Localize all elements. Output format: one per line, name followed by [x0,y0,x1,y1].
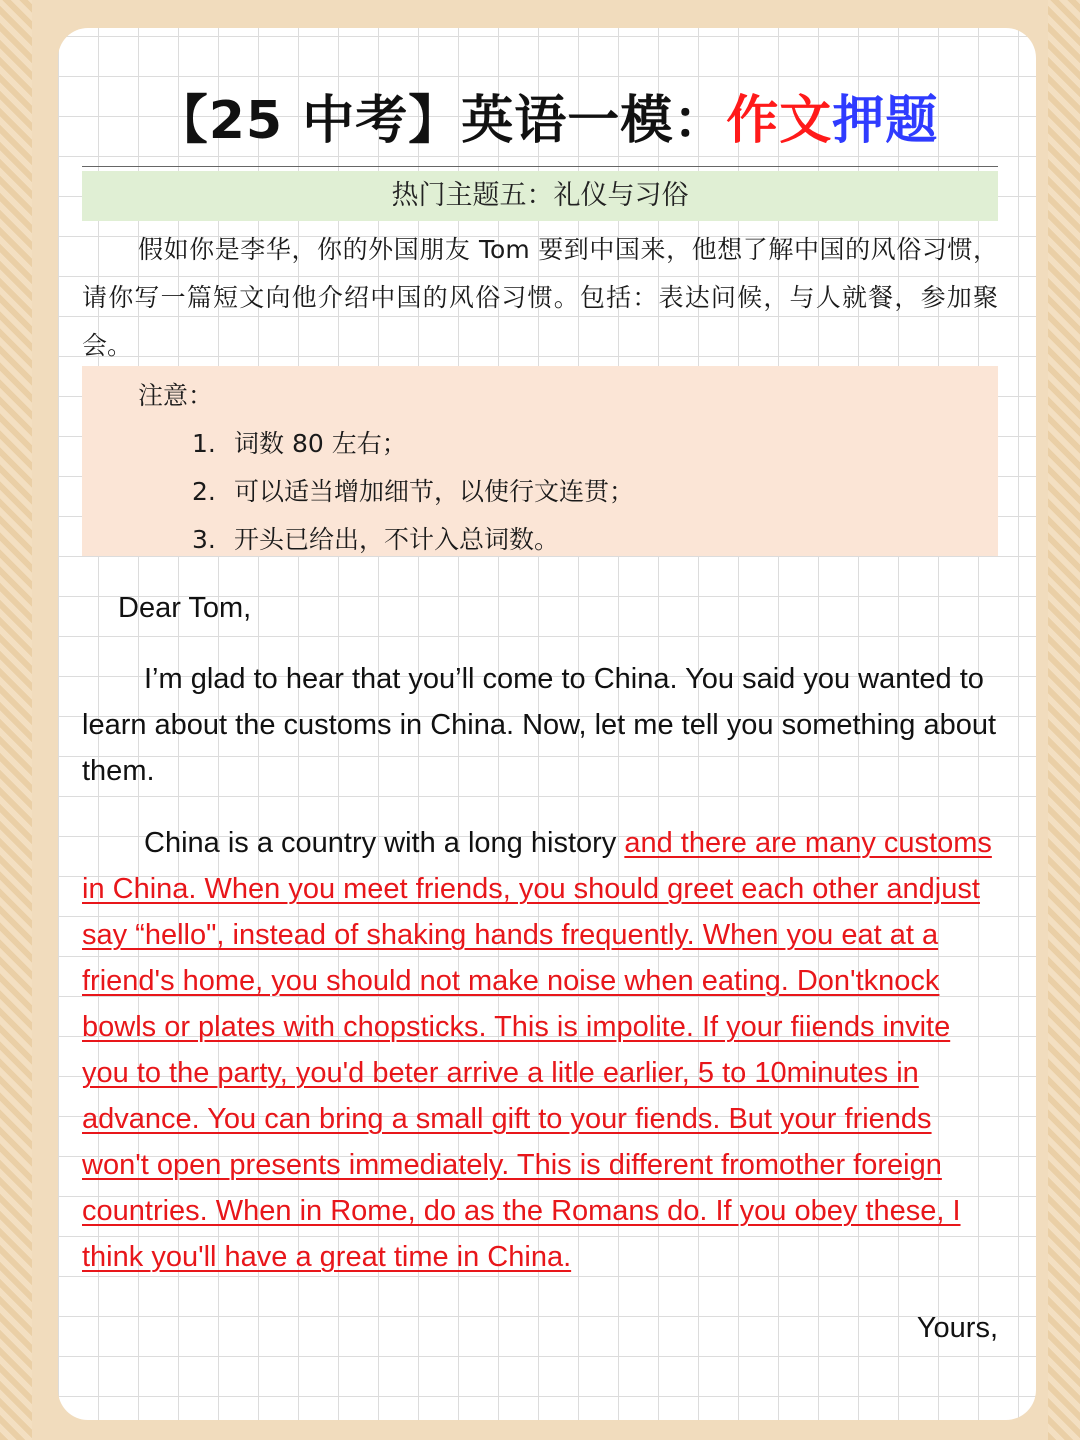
page-title [58,86,1036,156]
title-highlight-red: 作文 [726,91,833,151]
title-main: 【25 中考】英语一模： [155,91,727,151]
theme-banner: 热门主题五：礼仪与习俗 [82,171,998,221]
notes-title: 注意： [138,381,214,410]
writing-prompt: 假如你是李华，你的外国朋友 Tom 要到中国来，他想了解中国的风俗习惯，请你写一篇短文向他介绍中国的风俗习惯。包括：表达问候，与人就餐，参加聚会。 [82,235,998,360]
note-item [192,516,634,564]
model-answer-text: and there are many customs in China. When you meet friends, you should greet each other andjust say “hello", instead of shaking hands frequently. When you eat at a friend's home, you should not make noise when eating. Don'tknock bowls or plates with chopsticks. This is impolite. If your fiiends invite you to the party, you'd beter arrive a litle earlier, 5 to 10minutes in advance. You can bring a small gift to your fiends. But your friends won't open presents immediately. This is different fromother foreign countries. When in Rome, do as the Romans do. If you obey these, I think you'll have a great time in China. [82,827,992,1273]
note-text: 开头已给出，不计入总词数。 [234,525,560,554]
grid-paper-sheet [58,28,1036,1420]
letter-closing: Yours, [916,1312,998,1344]
title-divider [82,166,998,167]
note-number: 1. [192,429,216,458]
note-number: 3. [192,525,216,554]
letter-greeting: Dear Tom, [118,592,252,624]
decorative-border-left [0,0,32,1440]
letter-paragraph-1: I’m glad to hear that you’ll come to China. You said you wanted to learn about the customs in China. Now, let me tell you something about them. [82,663,997,787]
note-text: 可以适当增加细节，以使行文连贯； [234,477,635,506]
note-item [192,420,634,468]
note-text: 词数 80 左右； [234,429,407,458]
title-highlight-blue: 押题 [832,91,939,151]
note-item [192,468,634,516]
paragraph-2-intro: China is a country with a long history [144,827,625,859]
note-number: 2. [192,477,216,506]
notes-list [192,420,634,564]
letter-paragraph-2 [82,820,998,1280]
decorative-border-right [1048,0,1080,1440]
notes-box [82,366,998,556]
